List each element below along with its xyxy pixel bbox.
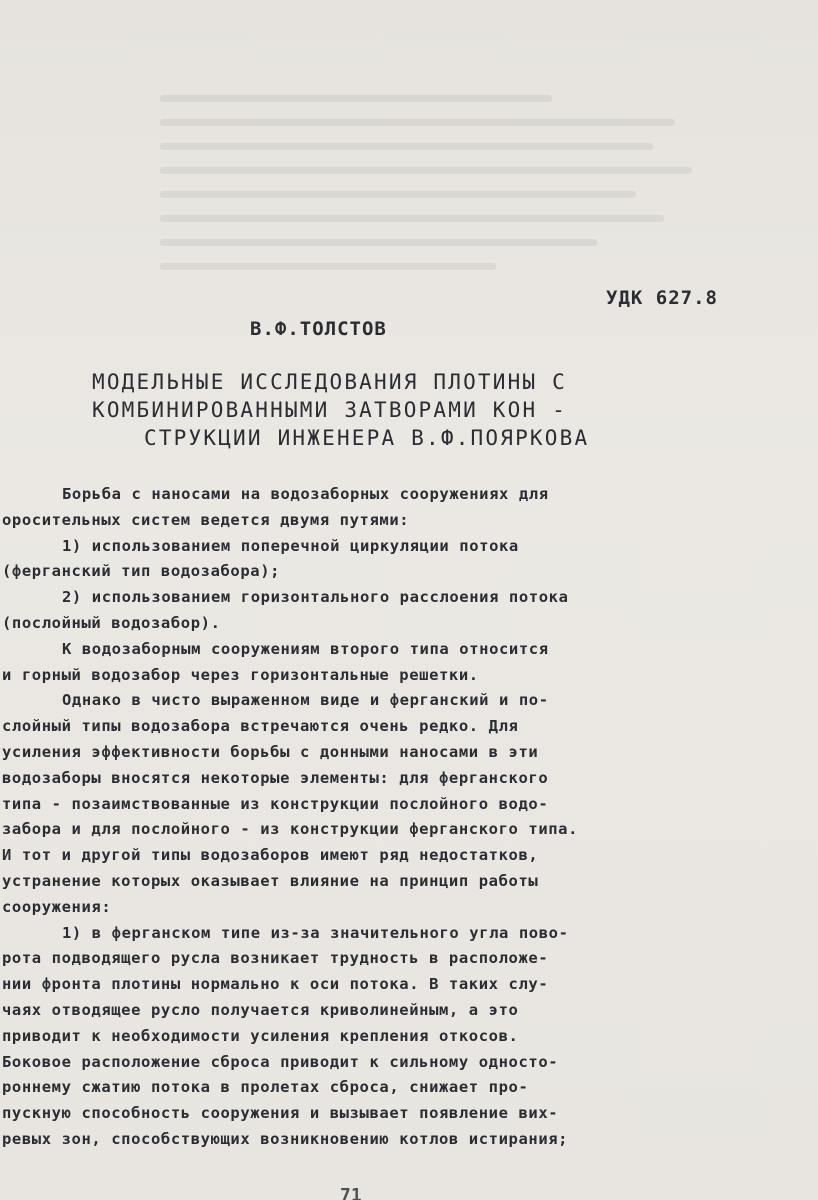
body-line: 2) использованием горизонтального расслоения потока [62, 588, 569, 607]
body-line: 1) в ферганском типе из-за значительного угла пово- [62, 923, 569, 942]
body-line: рота подводящего русла возникает трудность в расположе- [2, 949, 549, 968]
body-line: типа - позаимствованные из конструкции послойного водо- [2, 794, 549, 813]
body-line: оросительных систем ведется двумя путями: [2, 510, 410, 529]
body-line: усиления эффективности борьбы с донными наносами в эти [2, 742, 539, 761]
body-line: 1) использованием поперечной циркуляции потока [62, 536, 519, 555]
title-line: КОМБИНИРОВАННЫМИ ЗАТВОРАМИ КОН - [92, 398, 567, 422]
body-line: К водозаборным сооружениям второго типа относится [62, 639, 549, 658]
body-line: приводит к необходимости усиления крепления откосов. [2, 1026, 519, 1045]
bleed-through-text [160, 95, 720, 315]
body-line: ревых зон, способствующих возникновению котлов истирания; [2, 1129, 569, 1148]
body-line: (послойный водозабор). [2, 613, 221, 632]
article-body [0, 482, 818, 1153]
body-line: сооружения: [2, 897, 112, 916]
article-title [92, 368, 652, 452]
body-line: роннему сжатию потока в пролетах сброса, снижает про- [2, 1078, 529, 1097]
author-name: В.Ф.ТОЛСТОВ [250, 318, 387, 340]
body-line: чаях отводящее русло получается криволинейным, а это [2, 1000, 519, 1019]
title-line: МОДЕЛЬНЫЕ ИССЛЕДОВАНИЯ ПЛОТИНЫ С [92, 370, 567, 394]
body-line: слойный типы водозабора встречаются очень редко. Для [2, 717, 519, 736]
body-line: И тот и другой типы водозаборов имеют ряд недостатков, [2, 846, 539, 865]
body-line: пускную способность сооружения и вызывает появление вих- [2, 1104, 559, 1123]
body-line: забора и для послойного - из конструкции ферганского типа. [2, 820, 579, 839]
title-line: СТРУКЦИИ ИНЖЕНЕРА В.Ф.ПОЯРКОВА [144, 426, 590, 450]
body-line: Боковое расположение сброса приводит к сильному односто- [2, 1052, 559, 1071]
body-line: водозаборы вносятся некоторые элементы: для ферганского [2, 768, 549, 787]
page-number: 71 [340, 1185, 362, 1200]
body-line: Борьба с наносами на водозаборных сооружениях для [62, 485, 549, 503]
body-line: устранение которых оказывает влияние на принцип работы [2, 871, 539, 890]
body-line: Однако в чисто выраженном виде и ферганский и по- [62, 691, 549, 710]
body-line: и горный водозабор через горизонтальные решетки. [2, 665, 479, 684]
body-line: (ферганский тип водозабора); [2, 562, 281, 581]
udk-code: УДК 627.8 [606, 287, 718, 309]
body-line: нии фронта плотины нормально к оси потока. В таких слу- [2, 975, 549, 994]
